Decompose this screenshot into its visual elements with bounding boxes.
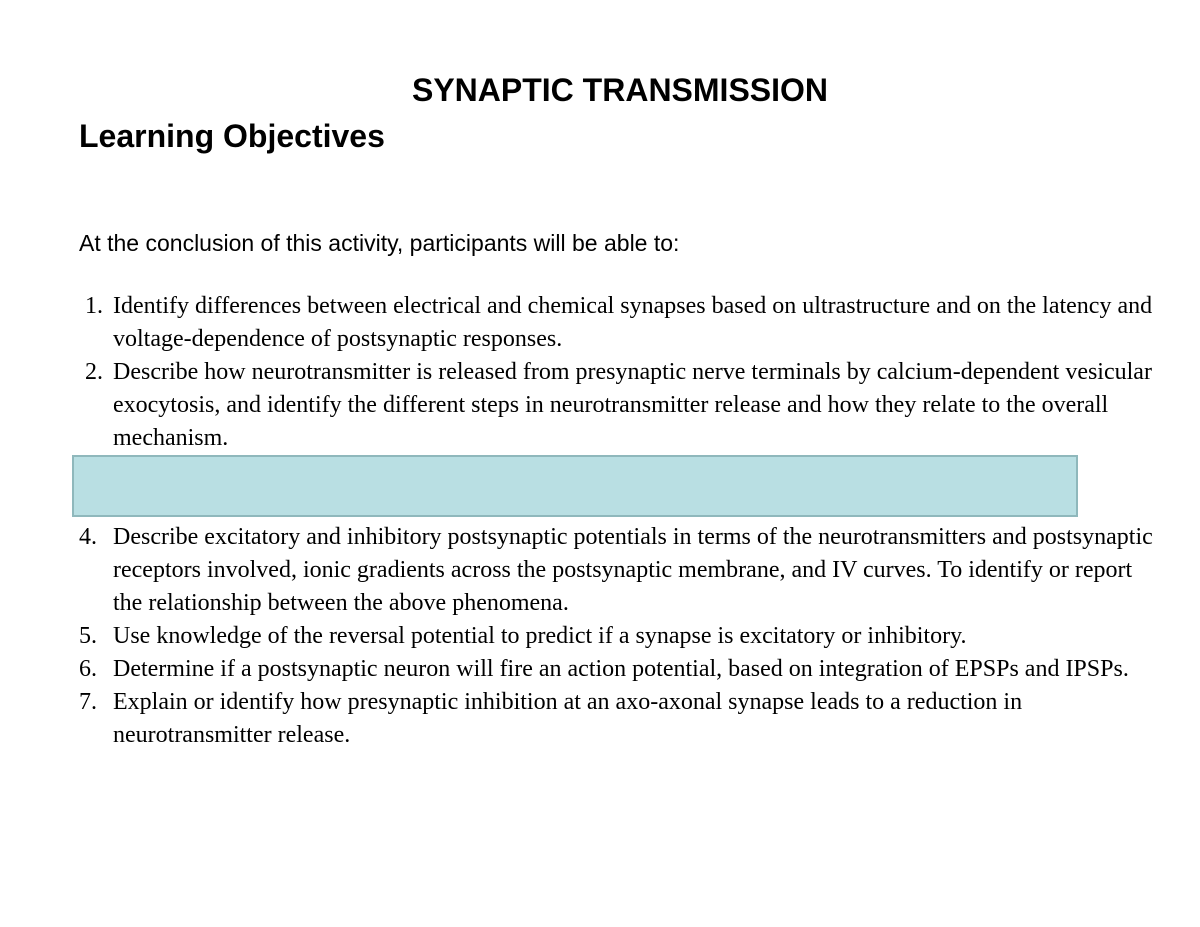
objective-text: Describe excitatory and inhibitory postsynaptic potentials in terms of the neurotransmitters and postsynaptic receptors involved, ionic gradients across the postsynaptic membrane, and IV curves. To identify or report the relationship between the above phenomena. [113,524,1153,616]
objective-text: Use knowledge of the reversal potential to predict if a synapse is excitatory or inhibitory. [113,623,967,649]
objective-item [79,653,1159,686]
objectives-list [79,290,1159,752]
page-title: SYNAPTIC TRANSMISSION [411,72,829,108]
objective-item [79,290,1159,356]
objective-text: Explain or identify how presynaptic inhibition at an axo-axonal synapse leads to a reduction in neurotransmitter release. [113,689,1023,748]
redaction-box [72,455,1078,517]
objective-item [79,356,1159,455]
objective-item [79,686,1159,752]
objective-number: 2. [85,359,103,385]
objective-text: Identify differences between electrical and chemical synapses based on ultrastructure and on the latency and voltage-dependence of postsynaptic responses. [113,293,1153,352]
objective-item [79,521,1159,620]
objective-number: 7. [79,689,97,715]
objective-number: 1. [85,293,103,319]
objective-item [79,620,1159,653]
objective-number: 6. [79,656,97,682]
page-subtitle: Learning Objectives [79,118,385,154]
objective-number: 4. [79,524,97,550]
intro-text: At the conclusion of this activity, participants will be able to: [79,230,680,256]
objective-text: Describe how neurotransmitter is released from presynaptic nerve terminals by calcium-dependent vesicular exocytosis, and identify the different steps in neurotransmitter release and how they relate to the overall mechanism. [113,359,1152,451]
objective-number: 5. [79,623,97,649]
objective-text: Determine if a postsynaptic neuron will fire an action potential, based on integration of EPSPs and IPSPs. [113,656,1129,682]
